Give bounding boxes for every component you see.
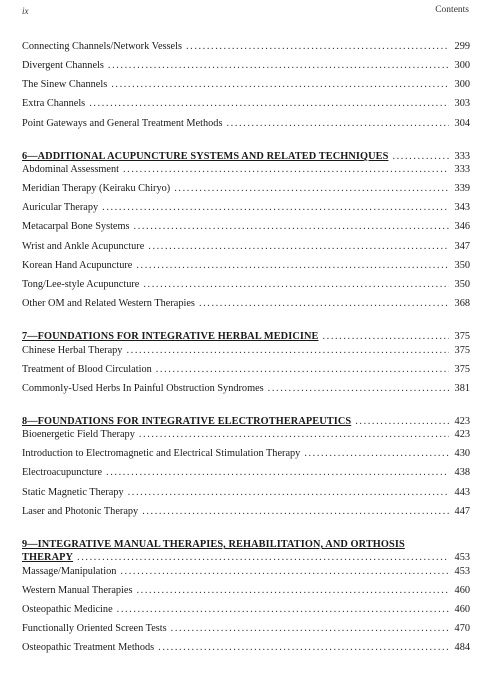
entry-title: Bioenergetic Field Therapy — [22, 429, 135, 440]
page-number: 347 — [454, 241, 470, 252]
page-number: 350 — [454, 260, 470, 271]
running-head: Contents — [435, 5, 469, 15]
entry-title: Metacarpal Bone Systems — [22, 221, 130, 232]
page-number: 453 — [454, 552, 470, 563]
page-number: 460 — [454, 604, 470, 615]
toc-entry — [22, 603, 470, 616]
toc-entry — [22, 40, 470, 53]
page-number: 368 — [454, 298, 470, 309]
toc-entry — [22, 182, 470, 195]
dot-leader — [137, 584, 450, 597]
entry-title: Extra Channels — [22, 98, 86, 109]
dot-leader — [108, 59, 449, 72]
dot-leader — [117, 603, 449, 616]
page-number: 339 — [454, 183, 470, 194]
page-number: 304 — [454, 118, 470, 129]
entry-title: Osteopathic Treatment Methods — [22, 642, 155, 653]
dot-leader — [123, 163, 449, 176]
chapter-title: 9—INTEGRATIVE MANUAL THERAPIES, REHABILITATION, AND ORTHOSIS — [22, 539, 405, 550]
page-number: 443 — [454, 487, 470, 498]
page-number: 423 — [454, 416, 470, 427]
page-number: 447 — [454, 506, 470, 517]
toc-entry — [22, 240, 470, 253]
toc-entry — [22, 201, 470, 214]
dot-leader — [143, 278, 449, 291]
dot-leader — [186, 40, 449, 53]
page-folio: ix — [22, 6, 29, 16]
toc-entry — [22, 428, 470, 441]
dot-leader — [111, 78, 449, 91]
page-number: 333 — [454, 164, 470, 175]
dot-leader — [120, 565, 449, 578]
toc-entry — [22, 363, 470, 376]
dot-leader — [355, 415, 449, 428]
entry-title: Korean Hand Acupuncture — [22, 260, 133, 271]
toc-entry — [22, 382, 470, 395]
dot-leader — [148, 240, 449, 253]
dot-leader — [142, 505, 449, 518]
chapter-title: 7—FOUNDATIONS FOR INTEGRATIVE HERBAL MEDICINE — [22, 331, 319, 342]
dot-leader — [226, 117, 449, 130]
entry-title: Treatment of Blood Circulation — [22, 364, 152, 375]
dot-leader — [128, 486, 449, 499]
page-number: 375 — [454, 331, 470, 342]
page-number: 453 — [454, 566, 470, 577]
dot-leader — [106, 466, 449, 479]
entry-title: Tong/Lee-style Acupuncture — [22, 279, 140, 290]
entry-title: Commonly-Used Herbs In Painful Obstruction Syndromes — [22, 383, 264, 394]
page-number: 484 — [454, 642, 470, 653]
dot-leader — [199, 297, 449, 310]
entry-title: Chinese Herbal Therapy — [22, 345, 123, 356]
page-number: 430 — [454, 448, 470, 459]
toc-chapter-heading — [22, 330, 470, 343]
page-number: 375 — [454, 345, 470, 356]
toc-entry — [22, 163, 470, 176]
page-number: 303 — [454, 98, 470, 109]
toc-entry — [22, 505, 470, 518]
page-number: 375 — [454, 364, 470, 375]
dot-leader — [77, 551, 449, 564]
page-number: 460 — [454, 585, 470, 596]
page-number: 381 — [454, 383, 470, 394]
entry-title: Meridian Therapy (Keiraku Chiryo) — [22, 183, 171, 194]
dot-leader — [322, 330, 449, 343]
entry-title: Electroacupuncture — [22, 467, 103, 478]
toc-chapter-heading — [22, 415, 470, 428]
entry-title: The Sinew Channels — [22, 79, 108, 90]
entry-title: Other OM and Related Western Therapies — [22, 298, 195, 309]
dot-leader — [136, 259, 449, 272]
page-number: 343 — [454, 202, 470, 213]
toc-entry — [22, 297, 470, 310]
dot-leader — [171, 622, 449, 635]
chapter-title-continued: THERAPY — [22, 552, 74, 563]
chapter-title: 6—ADDITIONAL ACUPUNCTURE SYSTEMS AND RELATED TECHNIQUES — [22, 151, 389, 162]
page-number: 438 — [454, 467, 470, 478]
entry-title: Introduction to Electromagnetic and Electrical Stimulation Therapy — [22, 448, 301, 459]
chapter-title: 8—FOUNDATIONS FOR INTEGRATIVE ELECTROTHERAPEUTICS — [22, 416, 352, 427]
toc-entry — [22, 565, 470, 578]
entry-title: Point Gateways and General Treatment Methods — [22, 118, 223, 129]
entry-title: Static Magnetic Therapy — [22, 487, 124, 498]
toc-entry — [22, 466, 470, 479]
page-number: 350 — [454, 279, 470, 290]
dot-leader — [102, 201, 449, 214]
toc-entry — [22, 97, 470, 110]
toc-entry — [22, 278, 470, 291]
entry-title: Divergent Channels — [22, 60, 104, 71]
toc-entry — [22, 78, 470, 91]
toc-entry — [22, 641, 470, 654]
dot-leader — [156, 363, 449, 376]
dot-leader — [392, 150, 449, 163]
toc-chapter-heading — [22, 150, 470, 163]
page-number: 346 — [454, 221, 470, 232]
entry-title: Western Manual Therapies — [22, 585, 133, 596]
toc-chapter-heading — [22, 538, 470, 551]
dot-leader — [139, 428, 449, 441]
dot-leader — [268, 382, 449, 395]
entry-title: Massage/Manipulation — [22, 566, 117, 577]
entry-title: Connecting Channels/Network Vessels — [22, 41, 182, 52]
toc-entry — [22, 486, 470, 499]
entry-title: Abdominal Assessment — [22, 164, 119, 175]
entry-title: Laser and Photonic Therapy — [22, 506, 139, 517]
entry-title: Osteopathic Medicine — [22, 604, 113, 615]
entry-title: Functionally Oriented Screen Tests — [22, 623, 167, 634]
dot-leader — [89, 97, 449, 110]
toc-entry — [22, 117, 470, 130]
toc-entry — [22, 622, 470, 635]
entry-title: Auricular Therapy — [22, 202, 99, 213]
page-number: 423 — [454, 429, 470, 440]
toc-entry — [22, 259, 470, 272]
toc-entry — [22, 344, 470, 357]
dot-leader — [126, 344, 449, 357]
dot-leader — [158, 641, 449, 654]
page-number: 333 — [454, 151, 470, 162]
entry-title: Wrist and Ankle Acupuncture — [22, 241, 145, 252]
dot-leader — [134, 220, 449, 233]
toc-entry — [22, 220, 470, 233]
page-number: 470 — [454, 623, 470, 634]
toc-entry — [22, 59, 470, 72]
page-number: 299 — [454, 41, 470, 52]
dot-leader — [174, 182, 449, 195]
toc-chapter-heading-continued — [22, 551, 470, 564]
dot-leader — [304, 447, 449, 460]
toc-entry — [22, 447, 470, 460]
page-number: 300 — [454, 60, 470, 71]
toc-entry — [22, 584, 470, 597]
page-number: 300 — [454, 79, 470, 90]
